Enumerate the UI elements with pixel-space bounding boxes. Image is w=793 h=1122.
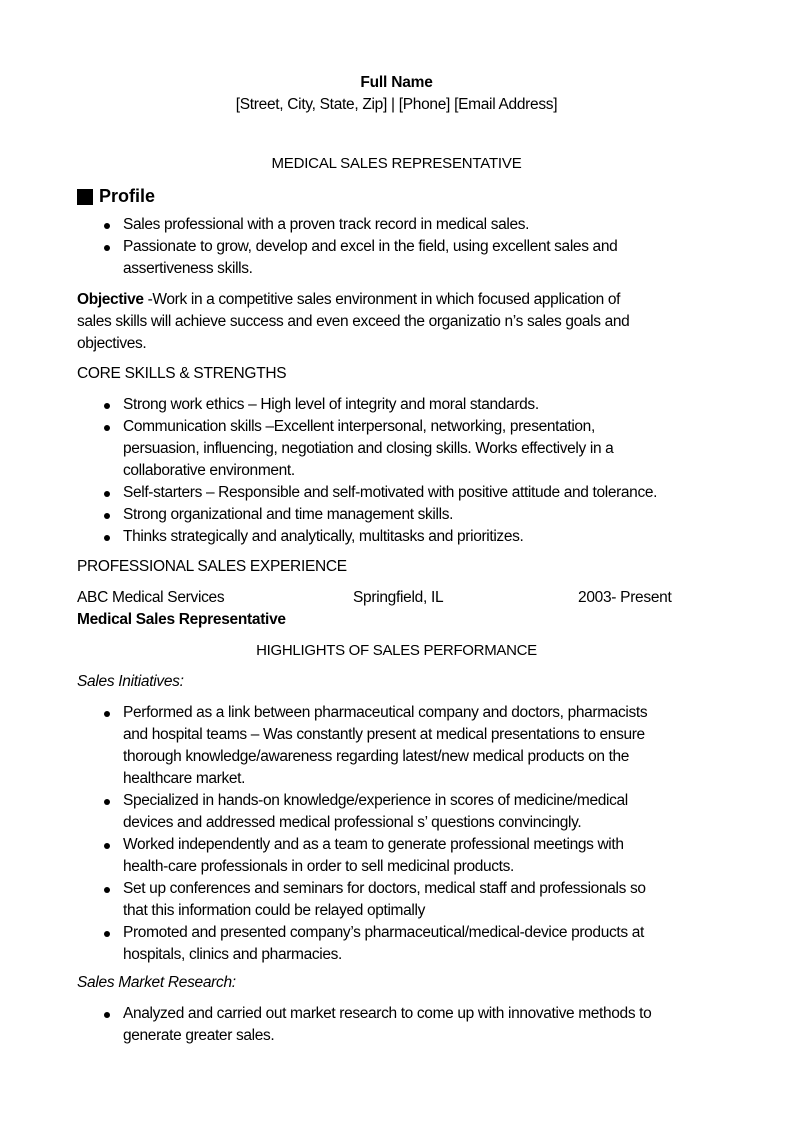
profile-heading: [77, 186, 155, 207]
list-item: Strong work ethics – High level of integrity and moral standards.: [0, 394, 657, 416]
list-item: Passionate to grow, develop and excel in the field, using excellent sales and: [0, 236, 617, 258]
core-skills-list: Strong work ethics – High level of integrity and moral standards. Communication skills –Excellent interpersonal, networking, presentation, persuasion, influencing, negotiation and closing skills. Works effectively in a collaborative environment. Self-starters – Responsible and self-motivated with positive attitude and tolerance. Strong organizational and time management skills. Thinks strategically and analytically, multitasks and prioritizes.: [0, 394, 657, 548]
list-item: Analyzed and carried out market research to come up with innovative methods to: [0, 1003, 651, 1025]
job-title: MEDICAL SALES REPRESENTATIVE: [271, 155, 522, 172]
core-skills-heading: CORE SKILLS & STRENGTHS: [77, 365, 287, 382]
bullet-icon: [104, 887, 110, 893]
bullet-icon: [104, 931, 110, 937]
employment-dates: 2003- Present: [578, 589, 672, 606]
research-list: Analyzed and carried out market research to come up with innovative methods to generate greater sales.: [0, 1003, 651, 1047]
profile-heading-text: Profile: [99, 186, 156, 206]
bullet-icon: [104, 491, 110, 497]
bullet-icon: [104, 425, 110, 431]
bullet-icon: [104, 1012, 110, 1018]
full-name: Full Name: [360, 74, 433, 91]
list-item: Specialized in hands-on knowledge/experience in scores of medicine/medical: [0, 790, 647, 812]
list-item: Set up conferences and seminars for doctors, medical staff and professionals so: [0, 878, 647, 900]
list-item: Communication skills –Excellent interpersonal, networking, presentation,: [0, 416, 657, 438]
bullet-icon: [104, 535, 110, 541]
list-item-continuation: assertiveness skills.: [123, 260, 253, 277]
bullet-icon: [104, 513, 110, 519]
experience-heading: PROFESSIONAL SALES EXPERIENCE: [77, 558, 347, 575]
list-item: Performed as a link between pharmaceutical company and doctors, pharmacists: [0, 702, 647, 724]
bullet-icon: [104, 403, 110, 409]
objective-paragraph: Objective -Work in a competitive sales environment in which focused application of sales skills will achieve success and even exceed the organizatio n’s sales goals and objectives.: [77, 291, 630, 352]
list-item: Strong organizational and time management skills.: [0, 504, 657, 526]
role-title: Medical Sales Representative: [77, 611, 286, 628]
objective-label: Objective: [77, 291, 144, 308]
square-bullet-icon: [77, 189, 93, 205]
profile-list: [0, 214, 617, 280]
initiatives-list: Performed as a link between pharmaceutical company and doctors, pharmacists and hospital teams – Was constantly present at medical presentations to ensure thorough knowledge/awareness regarding latest/new medical products on the healthcare market. Specialized in hands-on knowledge/experience in scores of medicine/medical devices and addressed medical professional s’ questions convincingly. Worked independently and as a team to generate professional meetings with health-care professionals in order to sell medicinal products. Set up conferences and seminars for doctors, medical staff and professionals so that this information could be relayed optimally Promoted and presented company’s pharmaceutical/medical-device products at hospitals, clinics and pharmacies.: [0, 702, 647, 966]
list-item: Worked independently and as a team to generate professional meetings with: [0, 834, 647, 856]
list-item: Promoted and presented company’s pharmaceutical/medical-device products at: [0, 922, 647, 944]
bullet-icon: [104, 843, 110, 849]
research-heading: Sales Market Research:: [77, 974, 236, 991]
company-location: Springfield, IL: [353, 589, 444, 606]
list-item: Sales professional with a proven track record in medical sales.: [0, 214, 617, 236]
company-name: ABC Medical Services: [77, 589, 225, 606]
contact-info: [Street, City, State, Zip] | [Phone] [Email Address]: [235, 96, 558, 113]
bullet-icon: [104, 245, 110, 251]
bullet-icon: [104, 711, 110, 717]
bullet-icon: [104, 223, 110, 229]
list-item: Self-starters – Responsible and self-motivated with positive attitude and tolerance.: [0, 482, 657, 504]
list-item: Thinks strategically and analytically, multitasks and prioritizes.: [0, 526, 657, 548]
bullet-icon: [104, 799, 110, 805]
highlights-heading: HIGHLIGHTS OF SALES PERFORMANCE: [256, 642, 537, 659]
initiatives-heading: Sales Initiatives:: [77, 673, 184, 690]
